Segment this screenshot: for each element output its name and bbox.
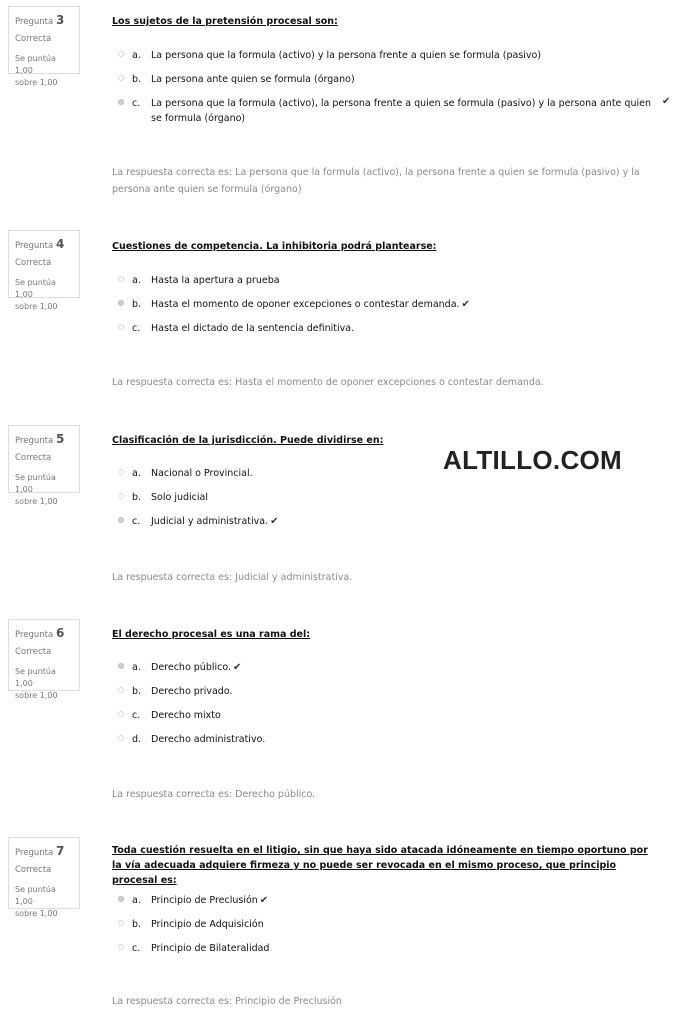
option-text: Hasta el momento de oponer excepciones o contestar demanda.: [151, 299, 460, 310]
check-icon: ✔: [270, 516, 279, 527]
question-text: Toda cuestión resuelta en el litigio, sin que haya sido atacada idóneamente en tiempo oportuno por la vía adecuada adquiere firmeza y no puede ser revocada en el mismo proceso, que principio procesal es:: [112, 845, 648, 886]
radio-button-selected[interactable]: [118, 896, 124, 902]
radio-button[interactable]: [118, 324, 124, 330]
question-info: [8, 837, 80, 918]
question-prefix: Pregunta: [15, 630, 54, 640]
radio-button[interactable]: [118, 75, 124, 81]
question-info: [8, 619, 80, 700]
question-prefix: Pregunta: [15, 241, 54, 251]
check-icon: ✔: [259, 895, 269, 906]
correct-answer-feedback: La respuesta correcta es: Principio de Preclusión: [112, 996, 342, 1007]
option-letter: a.: [132, 275, 141, 286]
question-grade-max: sobre 1,00: [15, 302, 58, 311]
option-text: Hasta el dictado de la sentencia definitiva.: [151, 323, 355, 334]
option-letter: b.: [132, 686, 142, 697]
correct-answer-feedback: La respuesta correcta es: Hasta el momento de oponer excepciones o contestar demanda.: [112, 377, 544, 388]
radio-button-selected[interactable]: [118, 300, 124, 306]
question-text: Clasificación de la jurisdicción. Puede dividirse en:: [112, 435, 384, 446]
option-text: Solo judicial: [151, 492, 208, 503]
question-prefix: Pregunta: [15, 436, 54, 446]
option-text: Hasta la apertura a prueba: [151, 275, 280, 286]
correct-answer-feedback: La respuesta correcta es: La persona que la formula (activo), la persona frente a quien se formula (pasivo) y la persona ante quien se formula (órgano): [112, 167, 640, 195]
option-letter: c.: [132, 323, 141, 334]
option-text: Derecho privado.: [151, 686, 233, 697]
question-info: [8, 6, 80, 87]
radio-button[interactable]: [118, 493, 124, 499]
check-icon: ✔: [461, 299, 470, 310]
question-number: 7: [55, 844, 65, 858]
question-text: El derecho procesal es una rama del:: [112, 629, 311, 640]
option-letter: c.: [132, 98, 141, 109]
check-icon: ✔: [233, 662, 242, 673]
option-text: La persona ante quien se formula (órgano): [151, 74, 355, 85]
question-grade: Se puntúa 1,00: [15, 54, 56, 75]
question-state: Correcta: [15, 865, 52, 875]
question-grade: Se puntúa 1,00: [15, 278, 56, 299]
question-grade-max: sobre 1,00: [15, 497, 58, 506]
question-text: Cuestiones de competencia. La inhibitoria podrá plantearse:: [112, 241, 437, 252]
option-letter: c.: [132, 710, 141, 721]
question-state: Correcta: [15, 647, 52, 657]
option-letter: b.: [132, 74, 142, 85]
radio-button-selected[interactable]: [118, 663, 124, 669]
option-letter: c.: [132, 516, 141, 527]
radio-button[interactable]: [118, 276, 124, 282]
question-prefix: Pregunta: [15, 17, 54, 27]
question-info: [8, 230, 80, 311]
question-number: 6: [55, 626, 65, 640]
question-grade-max: sobre 1,00: [15, 691, 58, 700]
option-text: Derecho mixto: [151, 710, 221, 721]
radio-button-selected[interactable]: [118, 517, 124, 523]
option-letter: a.: [132, 662, 141, 673]
option-letter: b.: [132, 919, 142, 930]
option-letter: a.: [132, 50, 141, 61]
radio-button[interactable]: [118, 920, 124, 926]
option-text: La persona que la formula (activo), la persona frente a quien se formula (pasivo) y la persona ante quien se formula (órgano): [151, 98, 651, 124]
question-number: 5: [55, 432, 65, 446]
question-grade: Se puntúa 1,00: [15, 885, 56, 906]
question-state: Correcta: [15, 258, 52, 268]
question-state: Correcta: [15, 34, 52, 44]
radio-button[interactable]: [118, 735, 124, 741]
radio-button[interactable]: [118, 711, 124, 717]
option-text: Derecho público.: [151, 662, 232, 673]
option-text: Nacional o Provincial.: [151, 468, 253, 479]
question-prefix: Pregunta: [15, 848, 54, 858]
question-number: 4: [55, 237, 65, 251]
radio-button[interactable]: [118, 687, 124, 693]
option-letter: a.: [132, 468, 141, 479]
question-grade-max: sobre 1,00: [15, 78, 58, 87]
option-letter: b.: [132, 299, 142, 310]
correct-answer-feedback: La respuesta correcta es: Derecho público.: [112, 789, 316, 800]
question-info: [8, 425, 80, 506]
question-grade-max: sobre 1,00: [15, 909, 58, 918]
option-text: Judicial y administrativa.: [151, 516, 269, 527]
radio-button[interactable]: [118, 944, 124, 950]
radio-button[interactable]: [118, 469, 124, 475]
option-letter: b.: [132, 492, 142, 503]
watermark-logo: ALTILLO.COM: [443, 445, 623, 475]
question-grade: Se puntúa 1,00: [15, 667, 56, 688]
option-text: La persona que la formula (activo) y la persona frente a quien se formula (pasivo): [151, 50, 542, 61]
radio-button[interactable]: [118, 51, 124, 57]
correct-answer-feedback: La respuesta correcta es: Judicial y administrativa.: [112, 572, 353, 583]
question-text: Los sujetos de la pretensión procesal son:: [112, 16, 338, 27]
option-text: Principio de Adquisición: [151, 919, 264, 930]
question-state: Correcta: [15, 453, 52, 463]
option-text: Principio de Bilateralidad: [151, 943, 270, 954]
check-icon: ✔: [662, 96, 671, 107]
option-letter: c.: [132, 943, 141, 954]
radio-button-selected[interactable]: [118, 99, 124, 105]
question-number: 3: [55, 13, 65, 27]
option-letter: a.: [132, 895, 141, 906]
option-text: Derecho administrativo.: [151, 734, 266, 745]
option-letter: d.: [132, 734, 142, 745]
option-text: Principio de Preclusión: [151, 895, 258, 906]
question-grade: Se puntúa 1,00: [15, 473, 56, 494]
